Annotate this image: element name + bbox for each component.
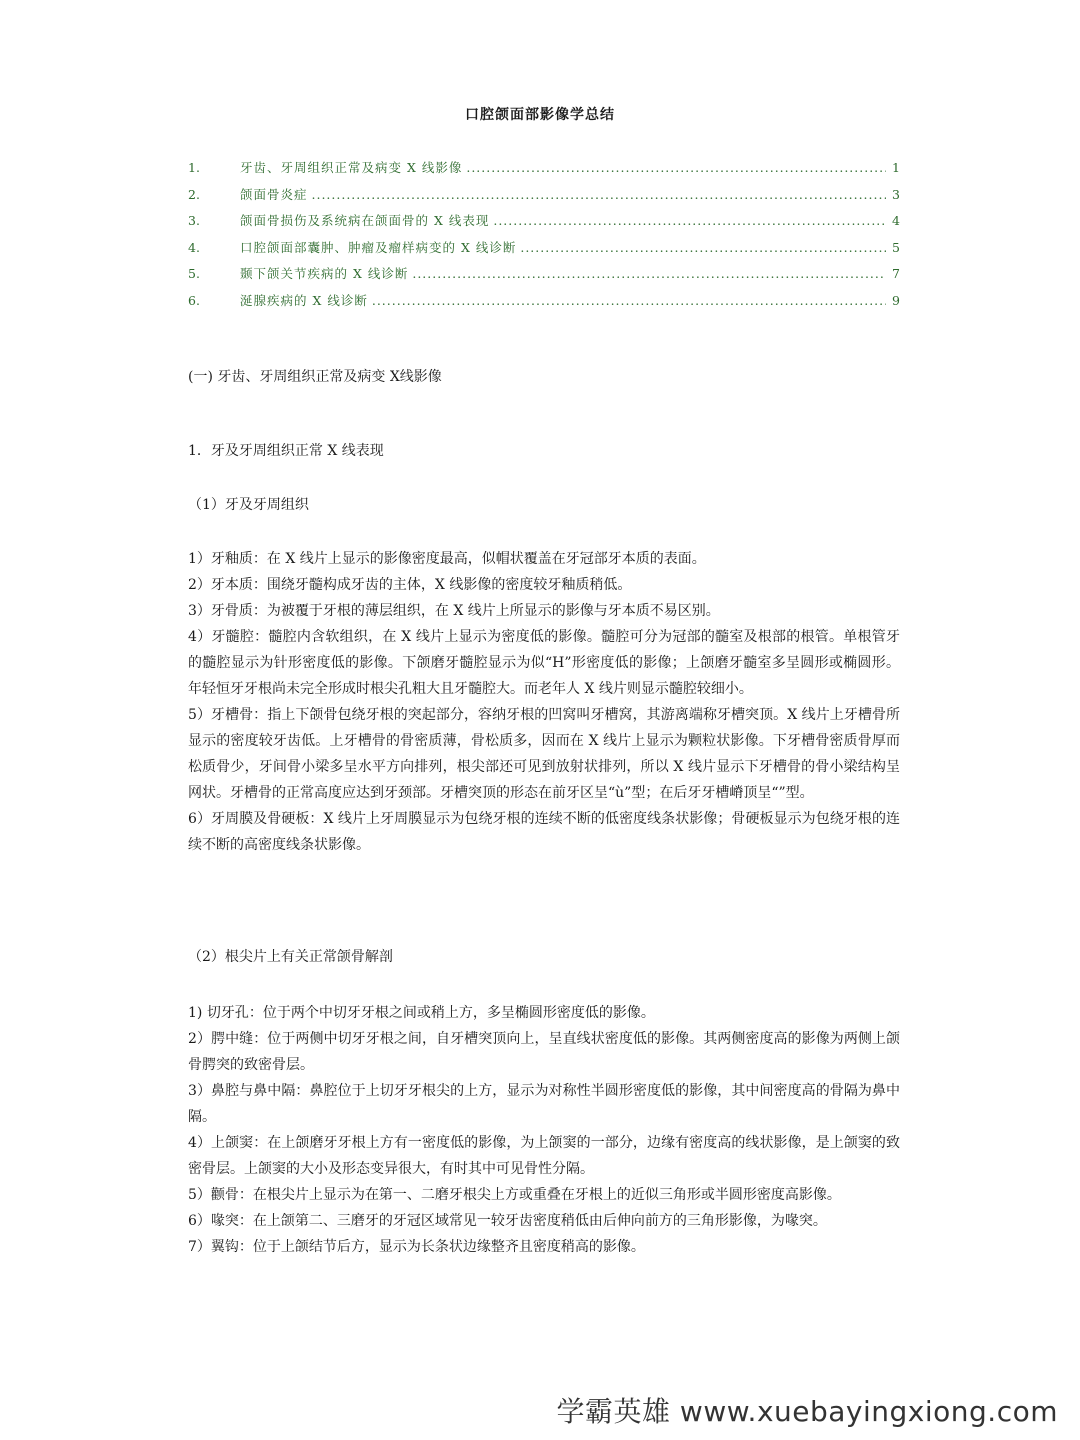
- toc-number: 2.: [188, 186, 200, 202]
- paragraph: 3）牙骨质：为被覆于牙根的薄层组织，在 X 线片上所显示的影像与牙本质不易区别。: [188, 603, 720, 619]
- toc-title: 涎腺疾病的 X 线诊断: [240, 292, 368, 308]
- toc-page-number: 5: [892, 239, 900, 255]
- paragraph: 5）颧骨：在根尖片上显示为在第一、二磨牙根尖上方或重叠在牙根上的近似三角形或半圆形密度高影像。: [188, 1187, 841, 1203]
- toc-entry[interactable]: [188, 158, 900, 185]
- section-heading: (一) 牙齿、牙周组织正常及病变 X线影像: [188, 369, 442, 385]
- toc-page-number: 7: [892, 266, 900, 281]
- subsection-heading: 1．牙及牙周组织正常 X 线表现: [188, 443, 384, 459]
- subsection-heading: （1）牙及牙周组织: [188, 497, 309, 513]
- paragraph: 1）牙釉质：在 X 线片上显示的影像密度最高，似帽状覆盖在牙冠部牙本质的表面。: [188, 551, 706, 567]
- toc-leader: [372, 293, 886, 308]
- paragraph: 2）牙本质：围绕牙髓构成牙齿的主体，X 线影像的密度较牙釉质稍低。: [188, 577, 632, 593]
- toc-number: 4.: [188, 239, 200, 255]
- toc-number: 5.: [188, 266, 200, 281]
- toc-leader: [312, 187, 886, 202]
- subsection-heading: （2）根尖片上有关正常颌骨解剖: [188, 949, 393, 965]
- toc-page-number: 1: [892, 160, 900, 175]
- watermark: 学霸英雄 www.xuebayingxiong.com: [556, 1395, 1058, 1428]
- toc-title: 牙齿、牙周组织正常及病变 X 线影像: [240, 160, 463, 175]
- toc-number: 6.: [188, 292, 200, 308]
- toc-title: 颌面骨炎症: [240, 186, 308, 202]
- toc-entry[interactable]: [188, 185, 900, 212]
- toc-entry[interactable]: [188, 264, 900, 291]
- toc-number: 3.: [188, 213, 200, 228]
- paragraph-group: [188, 546, 900, 858]
- paragraph-group: [188, 1000, 900, 1260]
- paragraph: 1) 切牙孔：位于两个中切牙牙根之间或稍上方，多呈椭圆形密度低的影像。: [188, 1005, 655, 1021]
- paragraph: 6）喙突：在上颌第二、三磨牙的牙冠区域常见一较牙齿密度稍低由后伸向前方的三角形影像，为喙突。: [188, 1213, 827, 1229]
- paragraph: 4）上颌窦：在上颌磨牙牙根上方有一密度低的影像，为上颌窦的一部分，边缘有密度高的线状影像，是上颌窦的致密骨层。上颌窦的大小及形态变异很大，有时其中可见骨性分隔。: [188, 1135, 900, 1177]
- toc-leader: [466, 160, 886, 175]
- paragraph: 6）牙周膜及骨硬板：X 线片上牙周膜显示为包绕牙根的连续不断的低密度线条状影像；骨硬板显示为包绕牙根的连续不断的高密度线条状影像。: [188, 811, 900, 853]
- toc-page-number: 9: [892, 292, 900, 308]
- toc-entry[interactable]: [188, 238, 900, 265]
- paragraph: 4）牙髓腔：髓腔内含软组织，在 X 线片上显示为密度低的影像。髓腔可分为冠部的髓室及根部的根管。单根管牙的髓腔显示为针形密度低的影像。下颌磨牙髓腔显示为似“H”形密度低的影像；上颌磨牙髓室多呈圆形或椭圆形。年轻恒牙牙根尚未完全形成时根尖孔粗大且牙髓腔大。而老年人 X 线片则显示髓腔较细小。: [188, 629, 900, 697]
- paragraph: 3）鼻腔与鼻中隔：鼻腔位于上切牙牙根尖的上方，显示为对称性半圆形密度低的影像，其中间密度高的骨隔为鼻中隔。: [188, 1083, 900, 1125]
- toc-entry[interactable]: [188, 211, 900, 238]
- toc-leader: [493, 213, 886, 228]
- toc-leader: [412, 266, 886, 281]
- paragraph: 5）牙槽骨：指上下颌骨包绕牙根的突起部分，容纳牙根的凹窝叫牙槽窝，其游离端称牙槽突顶。X 线片上牙槽骨所显示的密度较牙齿低。上牙槽骨的骨密质薄，骨松质多，因而在 X 线片上显示为颗粒状影像。下牙槽骨密质骨厚而松质骨少，牙间骨小梁多呈水平方向排列，根尖部还可见到放射状排列，所以 X 线片显示下牙槽骨的骨小梁结构呈网状。牙槽骨的正常高度应达到牙颈部。牙槽突顶的形态在前牙区呈“ù”型；在后牙牙槽嵴顶呈“”型。: [188, 707, 900, 801]
- toc-page-number: 3: [892, 186, 900, 202]
- toc-title: 口腔颌面部囊肿、肿瘤及瘤样病变的 X 线诊断: [240, 239, 517, 255]
- toc-page-number: 4: [892, 213, 900, 228]
- table-of-contents: [188, 158, 900, 317]
- toc-entry[interactable]: [188, 291, 900, 318]
- toc-number: 1.: [188, 160, 200, 175]
- page-title: 口腔颌面部影像学总结: [465, 107, 615, 123]
- toc-leader: [520, 240, 886, 255]
- toc-title: 颌面骨损伤及系统病在颌面骨的 X 线表现: [240, 213, 490, 228]
- toc-title: 颞下颌关节疾病的 X 线诊断: [240, 266, 409, 281]
- paragraph: 2）腭中缝：位于两侧中切牙牙根之间，自牙槽突顶向上，呈直线状密度低的影像。其两侧密度高的影像为两侧上颌骨腭突的致密骨层。: [188, 1031, 900, 1073]
- paragraph: 7）翼钩：位于上颌结节后方，显示为长条状边缘整齐且密度稍高的影像。: [188, 1239, 645, 1255]
